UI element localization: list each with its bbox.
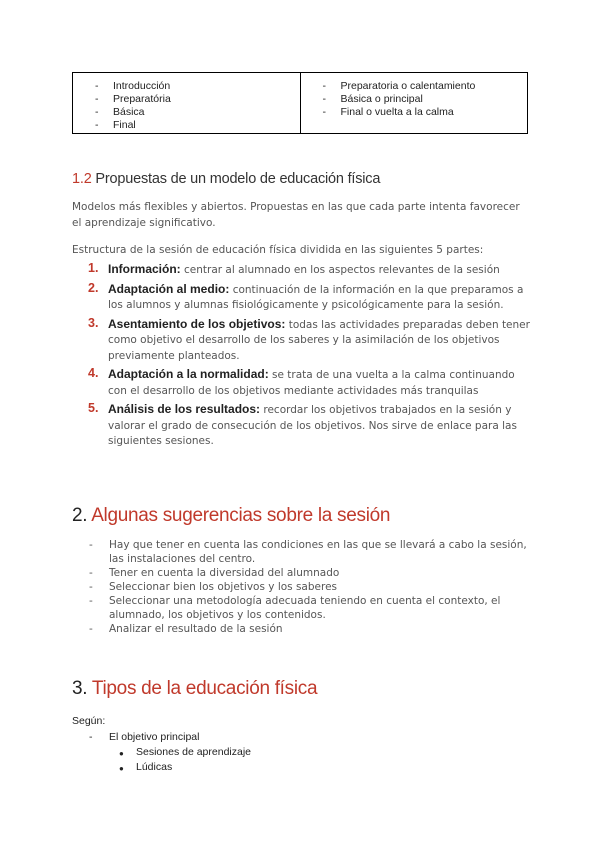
table-item: - Básica o principal [322, 93, 423, 105]
structure-paragraph: Estructura de la sesión de educación física dividida en las siguientes 5 partes: [72, 244, 484, 256]
suggestions-list [72, 538, 532, 636]
intro-paragraph: Modelos más flexibles y abiertos. Propuestas en las que cada parte intenta favorecer el aprendizaje significativo. [72, 201, 520, 229]
table-item: - Final o vuelta a la calma [322, 106, 454, 118]
list-item: 1. Información: centrar al alumnado en los aspectos relevantes de la sesión [88, 261, 500, 276]
session-parts-list [72, 262, 532, 453]
table-item: - Introducción [95, 80, 171, 92]
list-item: 2. Adaptación al medio: continuación de la información en la que preparamos a los alumnos y alumnas fisiológicamente y psicológicamente para la sesión. [88, 280, 524, 311]
table-item: - Final [95, 119, 136, 131]
list-item: - Seleccionar bien los objetivos y los saberes [72, 580, 532, 594]
list-item: - Tener en cuenta la diversidad del alumnado [72, 566, 532, 580]
table-item: - Básica [95, 106, 145, 118]
section-number: 3. [72, 678, 88, 699]
section-title: Propuestas de un modelo de educación física [95, 171, 381, 187]
list-item: - El objetivo principal [72, 730, 532, 745]
table-right-column [301, 73, 528, 133]
section-2-heading [72, 505, 390, 527]
list-item: - Hay que tener en cuenta las condiciones en las que se llevará a cabo la sesión, las instalaciones del centro. [72, 538, 532, 566]
table-item: - Preparatória [95, 93, 171, 105]
section-1-2-heading [72, 171, 380, 187]
segun-label: Según: [72, 715, 106, 727]
section-3-heading [72, 678, 317, 700]
table-item: - Preparatoria o calentamiento [322, 80, 476, 92]
section-title: Tipos de la educación física [91, 678, 318, 699]
list-item: 3. Asentamiento de los objetivos: todas las actividades preparadas deben tener como objetivo el desarrollo de los saberes y la asimilación de los objetivos previamente planteados. [88, 315, 530, 362]
types-list [72, 730, 532, 775]
section-number: 1.2 [72, 171, 92, 187]
list-item: ● Sesiones de aprendizaje [72, 745, 532, 760]
section-title: Algunas sugerencias sobre la sesión [91, 505, 391, 526]
phases-table [72, 72, 528, 134]
list-item: 4. Adaptación a la normalidad: se trata de una vuelta a la calma continuando con el desarrollo de los objetivos mediante actividades más tranquilas [88, 366, 515, 397]
list-item: ● Lúdicas [72, 760, 532, 775]
list-item: 5. Análisis de los resultados: recordar los objetivos trabajados en la sesión y valorar el grado de consecución de los objetivos. Nos sirve de enlace para las siguientes sesiones. [88, 401, 517, 447]
section-number: 2. [72, 505, 88, 526]
list-item: - Analizar el resultado de la sesión [72, 622, 532, 636]
list-item: - Seleccionar una metodología adecuada teniendo en cuenta el contexto, el alumnado, los objetivos y los contenidos. [72, 594, 532, 622]
table-left-column [73, 73, 301, 133]
